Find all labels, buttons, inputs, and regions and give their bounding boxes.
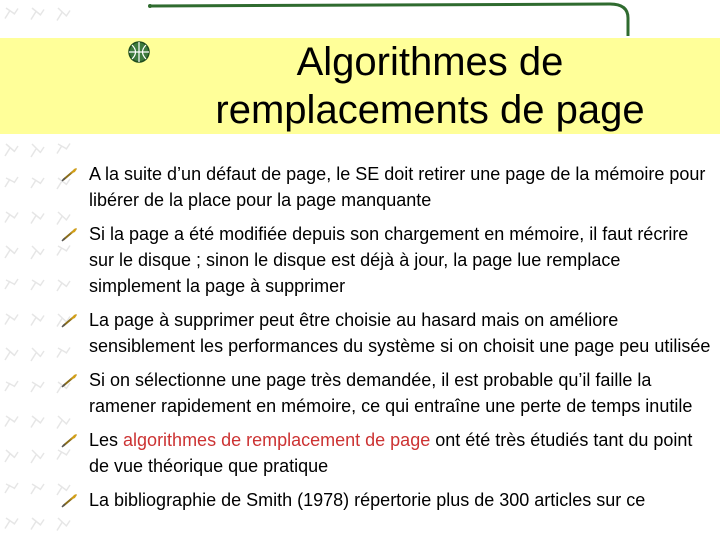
bullet-item <box>60 487 715 513</box>
bullet-text: La bibliographie de Smith (1978) répertorie plus de 300 articles sur ce <box>89 490 646 510</box>
bullet-item <box>60 221 715 299</box>
title-line-2: remplacements de page <box>215 88 645 132</box>
top-decorative-line <box>0 0 720 40</box>
bullet-text-before: Les <box>89 430 124 450</box>
bullet-text: La page à supprimer peut être choisie au hasard mais on améliore sensiblement les performances du système si on choisit une page peu utilisée <box>89 310 711 356</box>
bullet-item <box>60 427 715 479</box>
title-line-1: Algorithmes de <box>296 40 564 84</box>
slide-title <box>150 38 710 134</box>
bullet-text-after: ont été très étudiés tant du point de vue théorique que pratique <box>89 430 693 476</box>
quill-bullet-icon <box>60 372 80 388</box>
bullet-item <box>60 367 715 419</box>
quill-bullet-icon <box>60 166 80 182</box>
bullet-text: A la suite d’un défaut de page, le SE doit retirer une page de la mémoire pour libérer de la place pour la page manquante <box>89 164 706 210</box>
bullet-item <box>60 307 715 359</box>
quill-bullet-icon <box>60 226 80 242</box>
quill-bullet-icon <box>60 312 80 328</box>
bullet-item <box>60 161 715 213</box>
bullet-text: Si la page a été modifiée depuis son chargement en mémoire, il faut récrire sur le disque ; sinon le disque est déjà à jour, la page lue remplace simplement la page à supprimer <box>89 224 689 296</box>
globe-icon <box>127 40 151 64</box>
quill-bullet-icon <box>60 492 80 508</box>
bullet-text: Si on sélectionne une page très demandée, il est probable qu’il faille la ramener rapidement en mémoire, ce qui entraîne une perte de temps inutile <box>89 370 693 416</box>
bullet-list <box>60 161 715 521</box>
highlighted-term: algorithmes de remplacement de page <box>123 430 431 450</box>
quill-bullet-icon <box>60 432 80 448</box>
